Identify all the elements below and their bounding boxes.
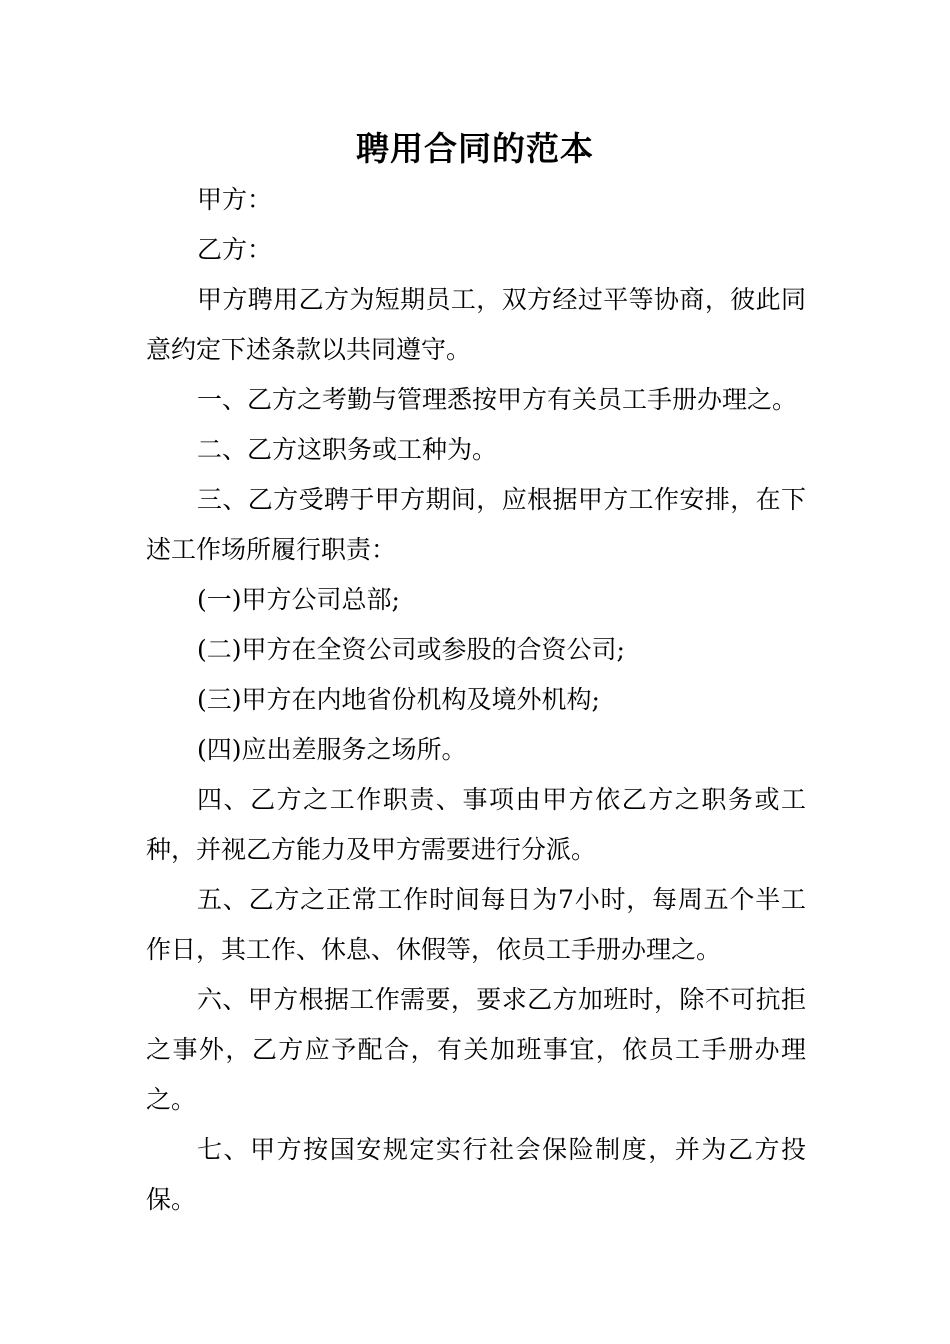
clause-3-item-1: (一)甲方公司总部;	[197, 585, 400, 614]
party-a-line: 甲方：	[197, 185, 273, 214]
clause-3: 三、乙方受聘于甲方期间，应根据甲方工作安排，在下述工作场所履行职责：	[146, 485, 806, 564]
clause-2: 二、乙方这职务或工种为。	[197, 435, 498, 464]
clause-6: 六、甲方根据工作需要，要求乙方加班时，除不可抗拒之事外，乙方应予配合，有关加班事宜，依员工手册办理之。	[146, 985, 806, 1114]
clause-3-item-2: (二)甲方在全资公司或参股的合资公司;	[197, 635, 625, 664]
clause-5: 五、乙方之正常工作时间每日为7小时，每周五个半工作日，其工作、休息、休假等，依员工手册办理之。	[146, 885, 806, 964]
document-title: 聘用合同的范本	[356, 129, 594, 168]
clause-4: 四、乙方之工作职责、事项由甲方依乙方之职务或工种，并视乙方能力及甲方需要进行分派。	[146, 785, 806, 864]
clause-3-item-3: (三)甲方在内地省份机构及境外机构;	[197, 685, 600, 714]
clause-7: 七、甲方按国安规定实行社会保险制度，并为乙方投保。	[146, 1135, 806, 1214]
clause-1: 一、乙方之考勤与管理悉按甲方有关员工手册办理之。	[197, 385, 798, 414]
party-b-line: 乙方：	[197, 235, 273, 264]
document-body	[146, 175, 806, 1225]
clause-3-item-4: (四)应出差服务之场所。	[197, 735, 467, 764]
intro-paragraph: 甲方聘用乙方为短期员工，双方经过平等协商，彼此同意约定下述条款以共同遵守。	[146, 285, 806, 364]
